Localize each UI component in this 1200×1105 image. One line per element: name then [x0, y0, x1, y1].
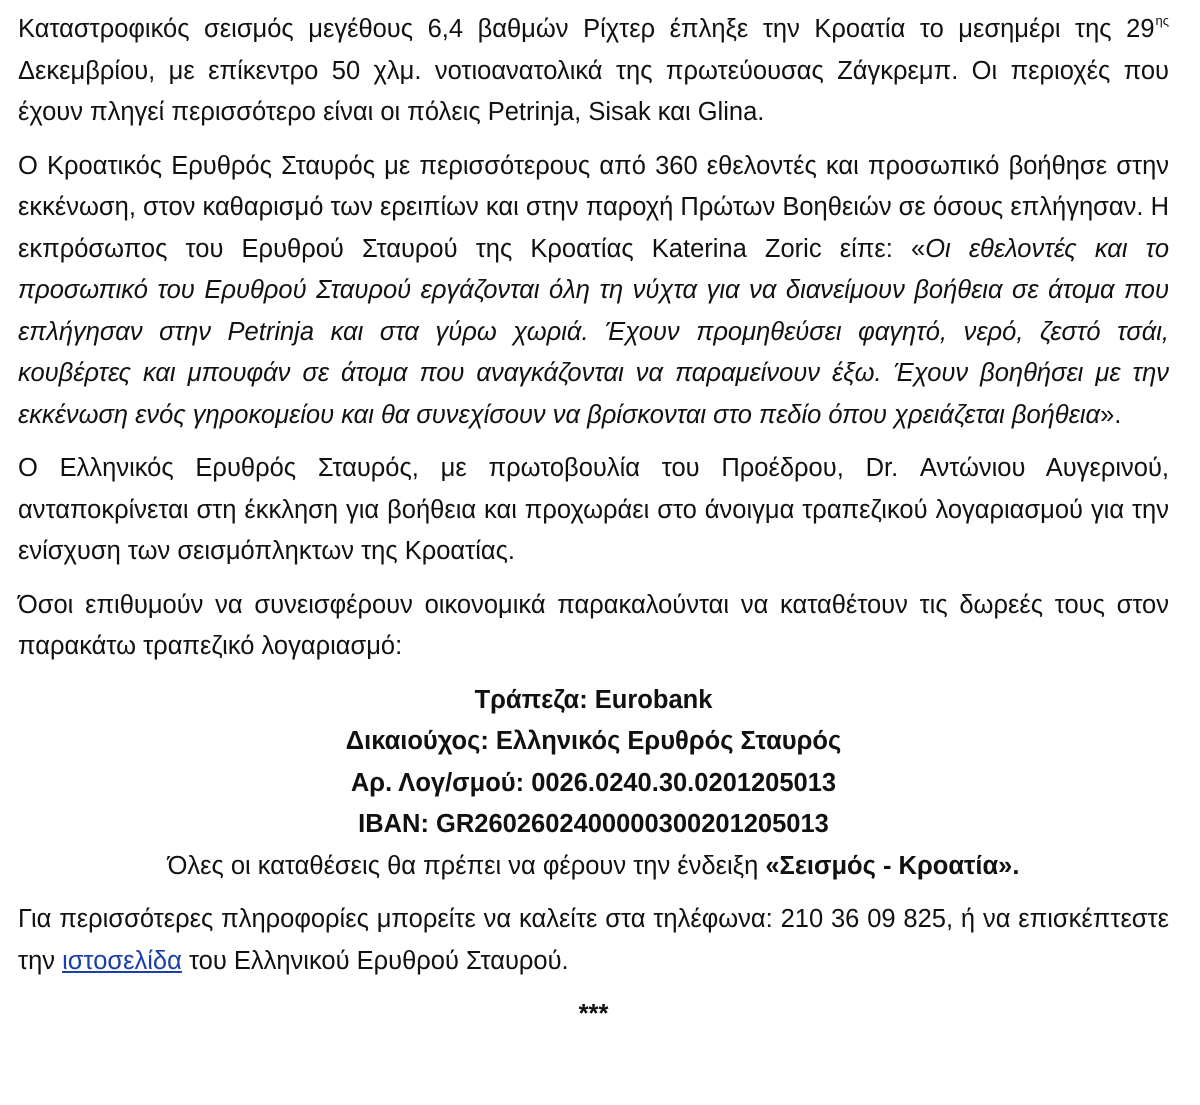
deposit-note: [18, 846, 1169, 888]
paragraph-contact-info: [18, 899, 1169, 982]
croatian-rc-text-b: ».: [1100, 400, 1122, 429]
ordinal-superscript: ης: [1155, 13, 1169, 28]
paragraph-earthquake-intro: [18, 9, 1169, 134]
donation-request-text: Όσοι επιθυμούν να συνεισφέρουν οικονομικά παρακαλούνται να καταθέτουν τις δωρεές τους στον παρακάτω τραπεζικό λογαριασμό:: [18, 590, 1169, 660]
hellenic-rc-text: Ο Ελληνικός Ερυθρός Σταυρός, με πρωτοβουλία του Προέδρου, Dr. Αντώνιου Αυγερινού, ανταποκρίνεται στη έκκληση για βοήθεια και προχωράει στο άνοιγμα τραπεζικού λογαριασμού για την ενίσχυση των σεισμόπληκτων της Κροατίας.: [18, 454, 1169, 565]
contact-text-a: Για περισσότερες πληροφορίες μπορείτε να καλείτε στα τηλέφωνα: 210 36 09 825, ή να επισκέπτεστε την: [18, 905, 1169, 975]
contact-text-b: του Ελληνικού Ερυθρού Σταυρού.: [181, 946, 569, 975]
beneficiary-line: Δικαιούχος: Ελληνικός Ερυθρός Σταυρός: [345, 727, 842, 755]
iban-line: IBAN: GR2602602400000300201205013: [358, 810, 829, 838]
website-link[interactable]: ιστοσελίδα: [62, 946, 182, 975]
end-separator: ***: [578, 1000, 609, 1028]
intro-text-b: Δεκεμβρίου, με επίκεντρο 50 χλμ. νοτιοανατολικά της πρωτεύουσας Ζάγκρεμπ. Οι περιοχές που έχουν πληγεί περισσότερο είναι οι πόλεις Petrinja, Sisak και Glina.: [18, 56, 1169, 126]
intro-text-a: Καταστροφικός σεισμός μεγέθους 6,4 βαθμών Ρίχτερ έπληξε την Κροατία το μεσημέρι της 29: [18, 15, 1155, 43]
spokesperson-quote: Οι εθελοντές και το προσωπικό του Ερυθρού Σταυρού εργάζονται όλη τη νύχτα για να διανείμουν βοήθεια σε άτομα που επλήγησαν στην Petrinja και στα γύρω χωριά. Έχουν προμηθεύσει φαγητό, νερό, ζεστό τσάι, κουβέρτες και μπουφάν σε άτομα που αναγκάζονται να παραμείνουν έξω. Έχουν βοηθήσει με την εκκένωση ενός γηροκομείου και θα συνεχίσουν να βρίσκονται στο πεδίο όπου χρειάζεται βοήθεια: [18, 234, 1170, 429]
bank-name-line: Τράπεζα: Eurobank: [474, 685, 713, 714]
paragraph-donation-request: [18, 585, 1169, 668]
deposit-note-reference: «Σεισμός - Κροατία».: [765, 851, 1020, 880]
account-number-line: Αρ. Λογ/σμού: 0026.0240.30.0201205013: [350, 768, 837, 797]
paragraph-croatian-red-cross: [18, 146, 1169, 437]
deposit-note-text: Όλες οι καταθέσεις θα πρέπει να φέρουν την ένδειξη: [167, 851, 766, 880]
paragraph-hellenic-red-cross: [18, 448, 1169, 573]
croatian-rc-text-a: Ο Κροατικός Ερυθρός Σταυρός με περισσότερους από 360 εθελοντές και προσωπικό βοήθησε στην εκκένωση, στον καθαρισμό των ερειπίων και στην παροχή Πρώτων Βοηθειών σε όσους επλήγησαν. Η εκπρόσωπος του Ερυθρού Σταυρού της Κροατίας Katerina Zoric είπε: «: [18, 151, 1169, 263]
bank-account-details: [18, 680, 1169, 888]
